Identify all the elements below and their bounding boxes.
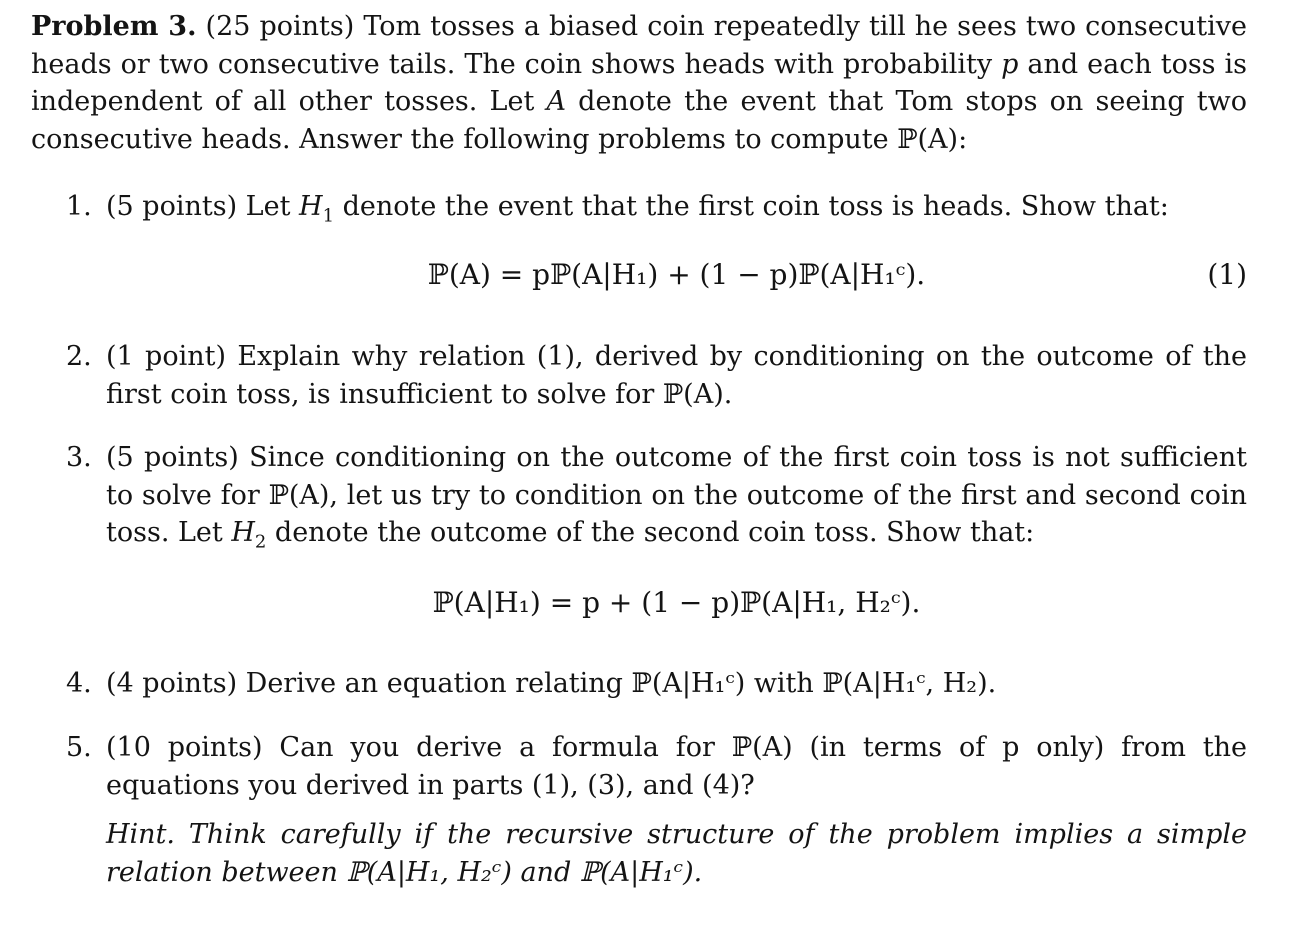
var-H: H [299, 191, 323, 222]
equation-2 [106, 586, 1247, 619]
item-number: 1. [66, 191, 92, 222]
item-text-b: denote the outcome of the second coin toss. Show that: [266, 517, 1035, 548]
item-text-a: (5 points) Since conditioning on the outcome of the first coin toss is not sufficient to solve for ℙ(A), let us try to condition on the outcome of the first and second coin toss. Let [106, 442, 1247, 548]
item-text: (4 points) Derive an equation relating ℙ(A|H₁ᶜ) with ℙ(A|H₁ᶜ, H₂). [106, 668, 997, 699]
problem-text-part2: and each toss is independent of all other tosses. Let [31, 48, 1247, 117]
equation-1 [106, 258, 1247, 291]
subscript: 1 [322, 205, 335, 227]
list-item-4 [66, 665, 1247, 703]
item-text-a: (5 points) Let [106, 191, 300, 222]
var-H: H [231, 517, 255, 548]
item-number: 5. [66, 732, 92, 763]
var-p: p [1001, 48, 1019, 80]
problem-points: (25 points) [205, 11, 355, 42]
item-text: (1 point) Explain why relation (1), derived by conditioning on the outcome of the first coin toss, is insufficient to solve for ℙ(A). [106, 341, 1247, 410]
list-item-2 [66, 338, 1247, 413]
equation-2-body: ℙ(A|H₁) = p + (1 − p)ℙ(A|H₁, H₂ᶜ). [432, 586, 921, 619]
problem-statement [31, 8, 1247, 158]
problem-target: ℙ(A): [897, 123, 968, 155]
equation-1-body: ℙ(A) = pℙ(A|H₁) + (1 − p)ℙ(A|H₁ᶜ). [427, 258, 926, 291]
subscript: 2 [254, 531, 267, 553]
equation-1-label: (1) [1207, 258, 1247, 291]
list-item-1 [66, 188, 1247, 235]
item-text: (10 points) Can you derive a formula for ℙ(A) (in terms of p only) from the equations you derived in parts (1), (3), and (4)? [106, 732, 1247, 801]
problem-heading: Problem 3. [31, 11, 197, 42]
list-item-3 [66, 439, 1247, 561]
item-number: 3. [66, 442, 92, 473]
item-number: 2. [66, 341, 92, 372]
hint: Hint. Think carefully if the recursive structure of the problem implies a simple relation between ℙ(A|H₁, H₂ᶜ) and ℙ(A|H₁ᶜ). [106, 819, 1247, 888]
item-number: 4. [66, 668, 92, 699]
problem-text-part3: denote the event that Tom stops on seeing two consecutive heads. Answer the following problems to compute [31, 86, 1247, 155]
list-item-5 [66, 729, 1247, 804]
problem-text-part1: Tom tosses a biased coin repeatedly till he sees two consecutive heads or two consecutive tails. The coin shows heads with probability [31, 11, 1247, 80]
var-A: A [546, 86, 566, 117]
item-text-b: denote the event that the first coin toss is heads. Show that: [334, 191, 1169, 222]
